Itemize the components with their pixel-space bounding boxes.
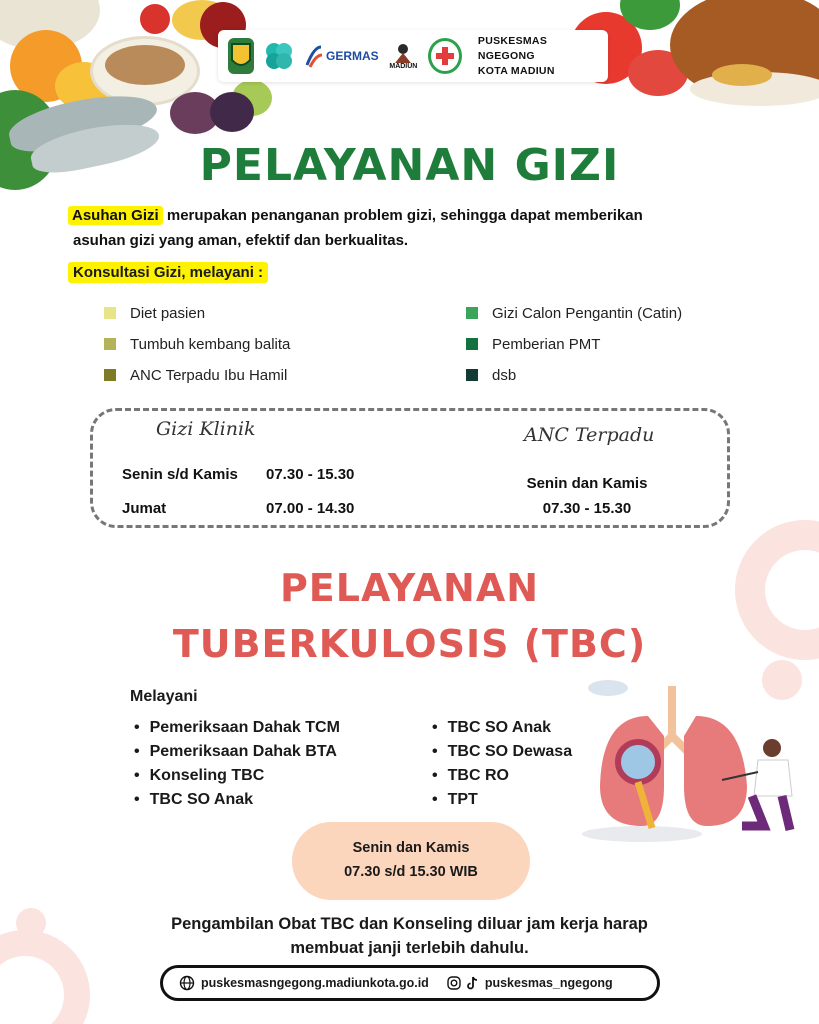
tbc-service-item: • TBC SO Anak <box>134 788 340 812</box>
bullet-square-icon <box>466 338 478 350</box>
org-name <box>478 34 598 79</box>
bullet-square-icon <box>466 307 478 319</box>
tiktok-icon <box>467 976 479 990</box>
germas-logo <box>304 43 379 69</box>
gizi-service-left-item <box>104 334 290 354</box>
kota-madiun-logo <box>228 38 254 74</box>
tbc-service-list-left <box>134 716 340 812</box>
klinik-time-1: 07.30 - 15.30 <box>266 466 355 483</box>
konsultasi-gizi-label: Konsultasi Gizi, melayani : <box>68 262 268 283</box>
tbc-note-line-1: Pengambilan Obat TBC dan Konseling diluar jam kerja harap <box>171 915 648 933</box>
asuhan-gizi-text-2: asuhan gizi yang aman, efektif dan berkualitas. <box>73 232 409 249</box>
tbc-service-item: • TBC SO Dewasa <box>432 740 572 764</box>
klinik-day-1: Senin s/d Kamis <box>122 466 238 483</box>
tbc-service-item: • TPT <box>432 788 572 812</box>
tbc-note <box>0 912 819 960</box>
gizi-title: PELAYANAN GIZI <box>199 140 620 191</box>
org-line-1: PUSKESMAS NGEGONG <box>477 34 548 62</box>
germas-text: GERMAS <box>325 49 379 63</box>
globe-icon <box>179 975 195 991</box>
logo-header <box>218 30 608 82</box>
klinik-time-2: 07.00 - 14.30 <box>266 500 355 517</box>
gizi-service-left-label: ANC Terpadu Ibu Hamil <box>130 366 288 384</box>
contact-footer <box>160 965 660 1001</box>
org-line-2: KOTA MADIUN <box>477 64 555 77</box>
lungs-doctor-illustration <box>582 676 812 846</box>
gizi-service-left-label: Tumbuh kembang balita <box>130 335 291 353</box>
gizi-service-left-item <box>104 303 205 323</box>
gizi-klinik-title: Gizi Klinik <box>156 418 256 440</box>
gizi-service-left-item <box>104 365 287 385</box>
instagram-icon <box>447 976 461 990</box>
kemenkes-logo <box>262 38 296 74</box>
tbc-title-line-1: PELAYANAN <box>279 566 540 610</box>
tbc-schedule-pill <box>292 822 530 900</box>
gizi-service-right-item <box>466 303 682 323</box>
anc-time: 07.30 - 15.30 <box>542 500 632 517</box>
gizi-service-right-item <box>466 334 600 354</box>
tbc-melayani-label: Melayani <box>130 688 198 705</box>
asuhan-gizi-text-1: merupakan penanganan problem gizi, sehingga dapat memberikan <box>166 207 643 224</box>
tbc-service-item: • TBC SO Anak <box>432 716 572 740</box>
website-link[interactable]: puskesmasngegong.madiunkota.go.id <box>201 976 429 990</box>
madiun-text: MADIUN <box>389 62 418 70</box>
madiun-mascot-logo <box>387 38 420 74</box>
tbc-service-list-right <box>432 716 572 812</box>
gizi-service-right-label: Pemberian PMT <box>492 335 601 353</box>
klinik-day-2: Jumat <box>122 500 167 517</box>
anc-terpadu-title: ANC Terpadu <box>524 424 655 446</box>
tbc-schedule-time: 07.30 s/d 15.30 WIB <box>344 864 478 880</box>
social-handle[interactable]: puskesmas_ngegong <box>484 976 613 990</box>
tbc-service-item: • Konseling TBC <box>134 764 340 788</box>
asuhan-gizi-label: Asuhan Gizi <box>68 206 163 225</box>
tbc-service-item: • Pemeriksaan Dahak BTA <box>134 740 340 764</box>
gizi-service-right-label: Gizi Calon Pengantin (Catin) <box>492 304 683 322</box>
gizi-service-right-item <box>466 365 516 385</box>
bullet-square-icon <box>466 369 478 381</box>
tbc-service-item: • Pemeriksaan Dahak TCM <box>134 716 340 740</box>
bullet-square-icon <box>104 338 116 350</box>
gizi-service-right-label: dsb <box>492 366 517 384</box>
tbc-note-line-2: membuat janji terlebih dahulu. <box>290 939 529 957</box>
asuhan-gizi-intro <box>68 203 758 253</box>
tbc-title-line-2: TUBERKULOSIS (TBC) <box>172 622 647 666</box>
gizi-service-left-label: Diet pasien <box>130 304 206 322</box>
tbc-schedule-days: Senin dan Kamis <box>352 840 470 856</box>
anc-days: Senin dan Kamis <box>526 475 648 492</box>
bullet-square-icon <box>104 369 116 381</box>
puskesmas-logo <box>428 38 462 74</box>
tbc-service-item: • TBC RO <box>432 764 572 788</box>
bullet-square-icon <box>104 307 116 319</box>
